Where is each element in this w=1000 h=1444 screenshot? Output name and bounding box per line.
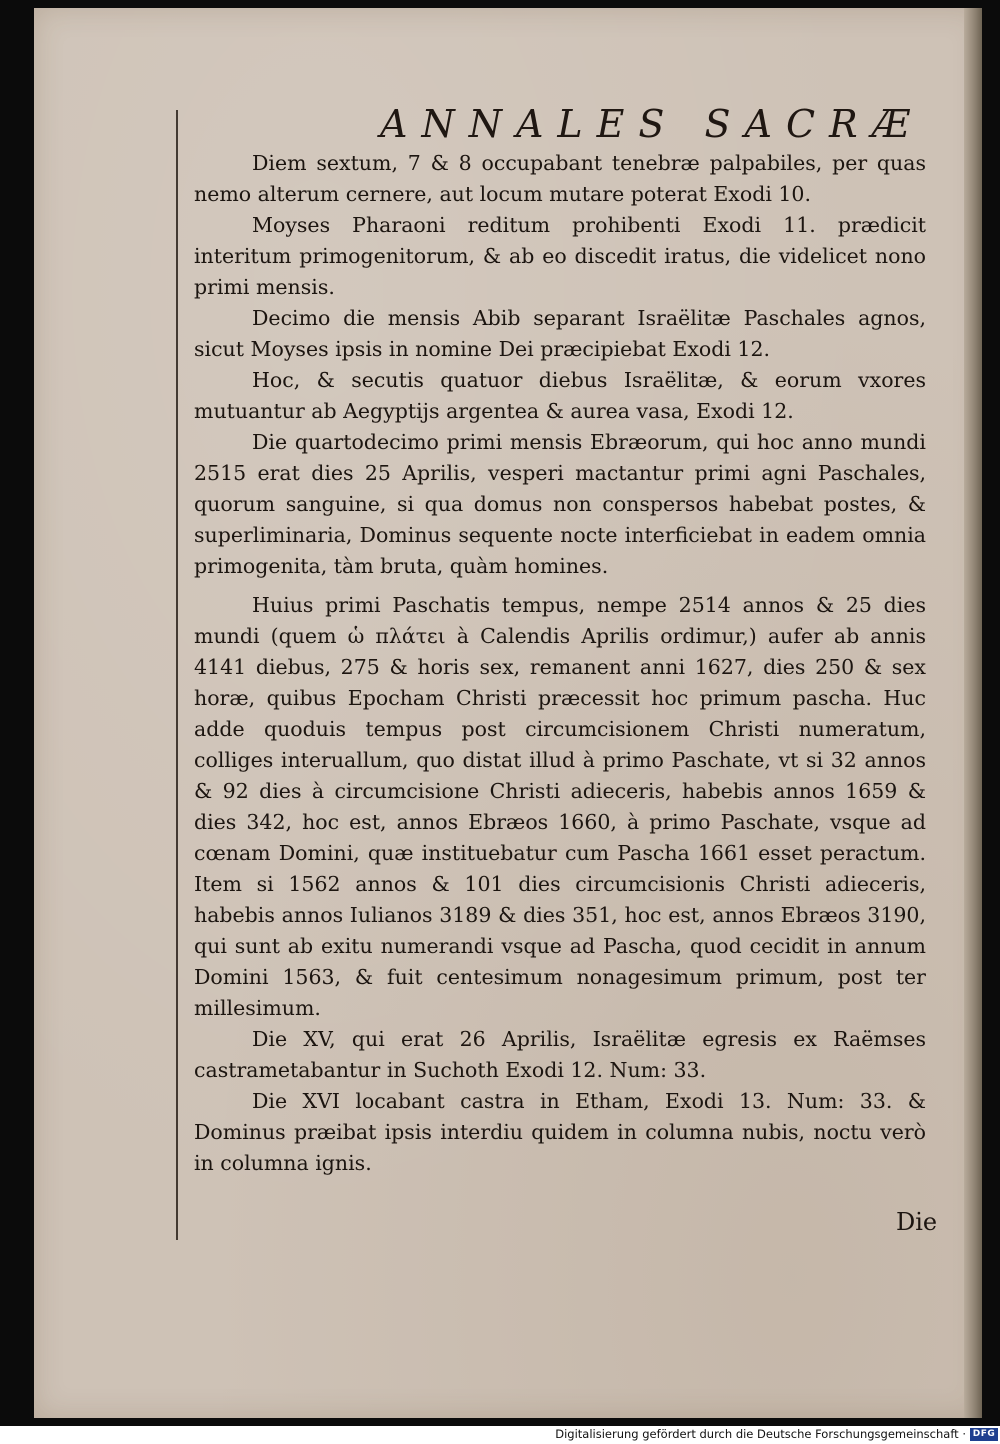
paragraph-3: Decimo die mensis Abib separant Israëlitæ Paschales agnos, sicut Moyses ipsis in nomine Dei præcipiebat Exodi 12. [194,306,926,361]
book-gutter [964,8,982,1418]
dfg-logo-icon: DFG [970,1428,998,1441]
footer-bar [0,1426,1000,1444]
paragraph-2: Moyses Pharaoni reditum prohibenti Exodi 11. prædicit interitum primogenitorum, & ab eo discedit iratus, die videlicet nono primi mensis. [194,213,926,299]
paragraph-5: Die quartodecimo primi mensis Ebræorum, qui hoc anno mundi 2515 erat dies 25 Aprilis, vesperi mactantur primi agni Paschales, quorum sanguine, si qua domus non conspersos habebat postes, & superliminaria, Dominus sequente nocte interficiebat in eadem omnia primogenita, tàm bruta, quàm homines. [194,430,926,578]
paragraph-1: Diem sextum, 7 & 8 occupabant tenebræ palpabiles, per quas nemo alterum cernere, aut locum mutare poterat Exodi 10. [194,151,926,206]
paragraph-7: Die XV, qui erat 26 Aprilis, Israëlitæ egresis ex Raëmses castrametabantur in Suchoth Exodi 12. Num: 33. [194,1027,926,1082]
paragraph-6: Huius primi Paschatis tempus, nempe 2514 annos & 25 dies mundi (quem ὡ πλάτει à Calendis Aprilis ordimur,) aufer ab annis 4141 diebus, 275 & horis sex, remanent anni 1627, dies 250 & sex horæ, quibus Epocham Christi præcessit hoc primum pascha. Huc adde quoduis tempus post circumcisionem Christi numeratum, colliges interuallum, quo distat illud à primo Paschate, vt si 32 annos & 92 dies à circumcisione Christi adieceris, habebis annos 1659 & dies 342, hoc est, annos Ebræos 1660, à primo Paschate, vsque ad cœnam Domini, quæ instituebatur cum Pascha 1661 esset peractum. Item si 1562 annos & 101 dies circumcisionis Christi adieceris, habebis annos Iulianos 3189 & dies 351, hoc est, annos Ebræos 3190, qui sunt ab exitu numerandi vsque ad Pascha, quod cecidit in annum Domini 1563, & fuit centesimum nonagesimum primum, post ter millesimum. [194,593,926,1020]
page-body [194,148,926,1179]
paragraph-4: Hoc, & secutis quatuor diebus Israëlitæ, & eorum vxores mutuantur ab Aegyptijs argentea & aurea vasa, Exodi 12. [194,368,926,423]
paragraph-8: Die XVI locabant castra in Etham, Exodi 13. Num: 33. & Dominus præibat ipsis interdiu quidem in columna nubis, noctu verò in columna ignis. [194,1089,926,1175]
page-margin-rule [176,110,178,1240]
catchword: Die [896,1208,938,1236]
footer-credit: Digitalisierung gefördert durch die Deutsche Forschungsgemeinschaft · [555,1427,966,1441]
running-head: ANNALES SACRÆ [380,102,924,146]
